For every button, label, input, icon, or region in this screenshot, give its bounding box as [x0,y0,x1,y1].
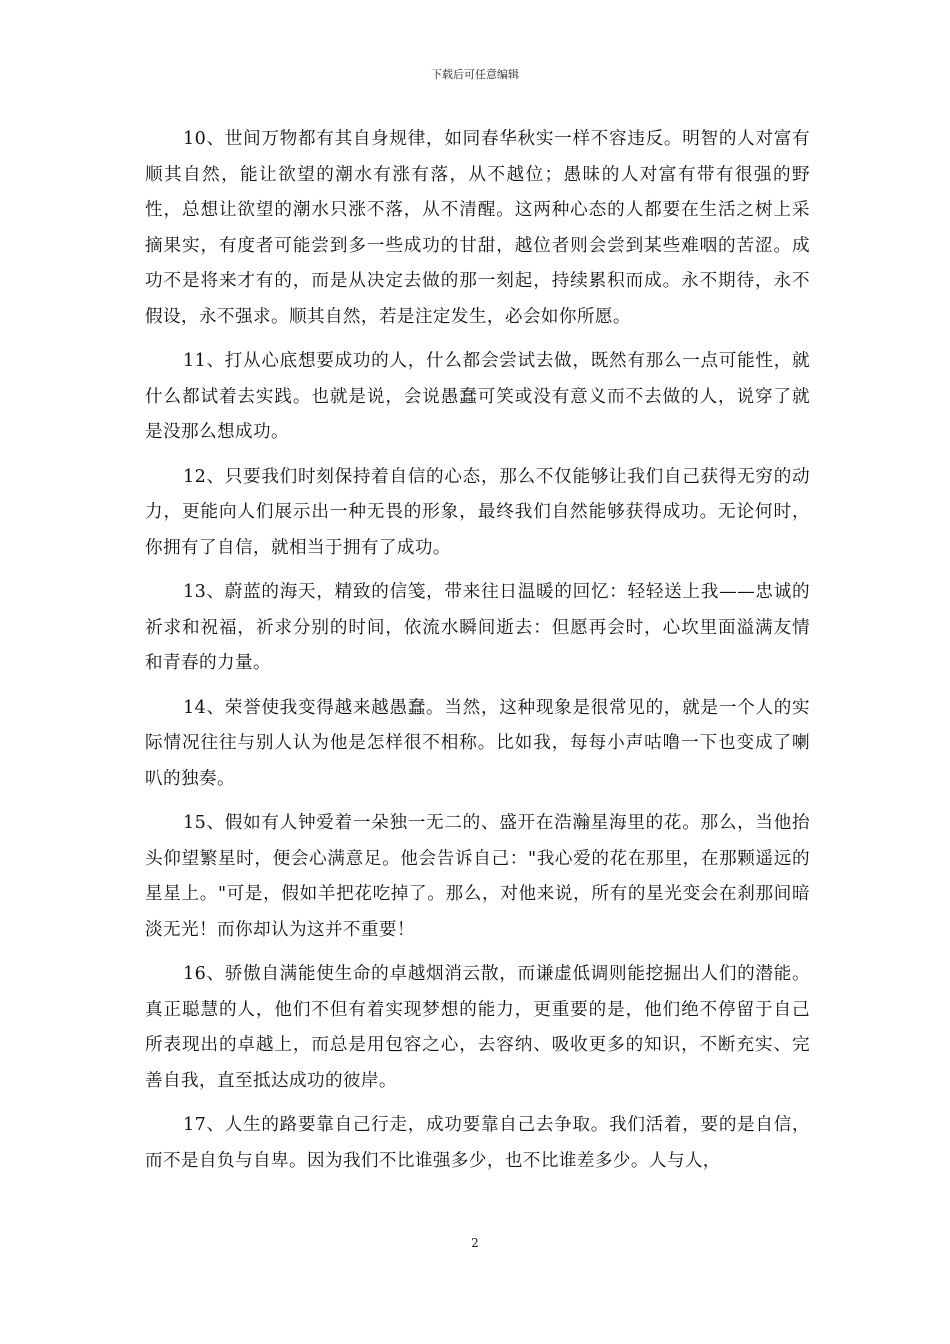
paragraph-15: 15、假如有人钟爱着一朵独一无二的、盛开在浩瀚星海里的花。那么，当他抬头仰望繁星时，便会心满意足。他会告诉自己："我心爱的花在那里，在那颗遥远的星星上。"可是，假如羊把花吃掉了。那么，对他来说，所有的星光变会在刹那间暗淡无光！而你却认为这并不重要！ [145,813,810,940]
paragraph-14: 14、荣誉使我变得越来越愚蠢。当然，这种现象是很常见的，就是一个人的实际情况往往与别人认为他是怎样很不相称。比如我，每每小声咕噜一下也变成了喇叭的独奏。 [145,697,810,789]
paragraph-12: 12、只要我们时刻保持着自信的心态，那么不仅能够让我们自己获得无穷的动力，更能向人们展示出一种无畏的形象，最终我们自然能够获得成功。无论何时，你拥有了自信，就相当于拥有了成功。 [145,466,810,558]
document-body [145,122,810,1188]
paragraph-17: 17、人生的路要靠自己行走，成功要靠自己去争取。我们活着，要的是自信，而不是自负与自卑。因为我们不比谁强多少，也不比谁差多少。人与人， [145,1115,810,1171]
page-header: 下载后可任意编辑 [431,68,519,81]
paragraph-10: 10、世间万物都有其自身规律，如同春华秋实一样不容违反。明智的人对富有顺其自然，能让欲望的潮水有涨有落，从不越位；愚昧的人对富有带有很强的野性，总想让欲望的潮水只涨不落，从不清醒。这两种心态的人都要在生活之树上采摘果实，有度者可能尝到多一些成功的甘甜，越位者则会尝到某些难咽的苦涩。成功不是将来才有的，而是从决定去做的那一刻起，持续累积而成。永不期待，永不假设，永不强求。顺其自然，若是注定发生，必会如你所愿。 [145,129,810,327]
paragraph-11: 11、打从心底想要成功的人，什么都会尝试去做，既然有那么一点可能性，就什么都试着去实践。也就是说，会说愚蠢可笑或没有意义而不去做的人，说穿了就是没那么想成功。 [145,351,810,442]
paragraph-16: 16、骄傲自满能使生命的卓越烟消云散，而谦虚低调则能挖掘出人们的潜能。真正聪慧的人，他们不但有着实现梦想的能力，更重要的是，他们绝不停留于自己所表现出的卓越上，而总是用包容之心，去容纳、吸收更多的知识，不断充实、完善自我，直至抵达成功的彼岸。 [145,964,810,1091]
paragraph-13: 13、蔚蓝的海天，精致的信笺，带来往日温暖的回忆：轻轻送上我——忠诚的祈求和祝福，祈求分别的时间，依流水瞬间逝去：但愿再会时，心坎里面溢满友情和青春的力量。 [145,582,810,673]
page-number: 2 [471,1236,479,1250]
